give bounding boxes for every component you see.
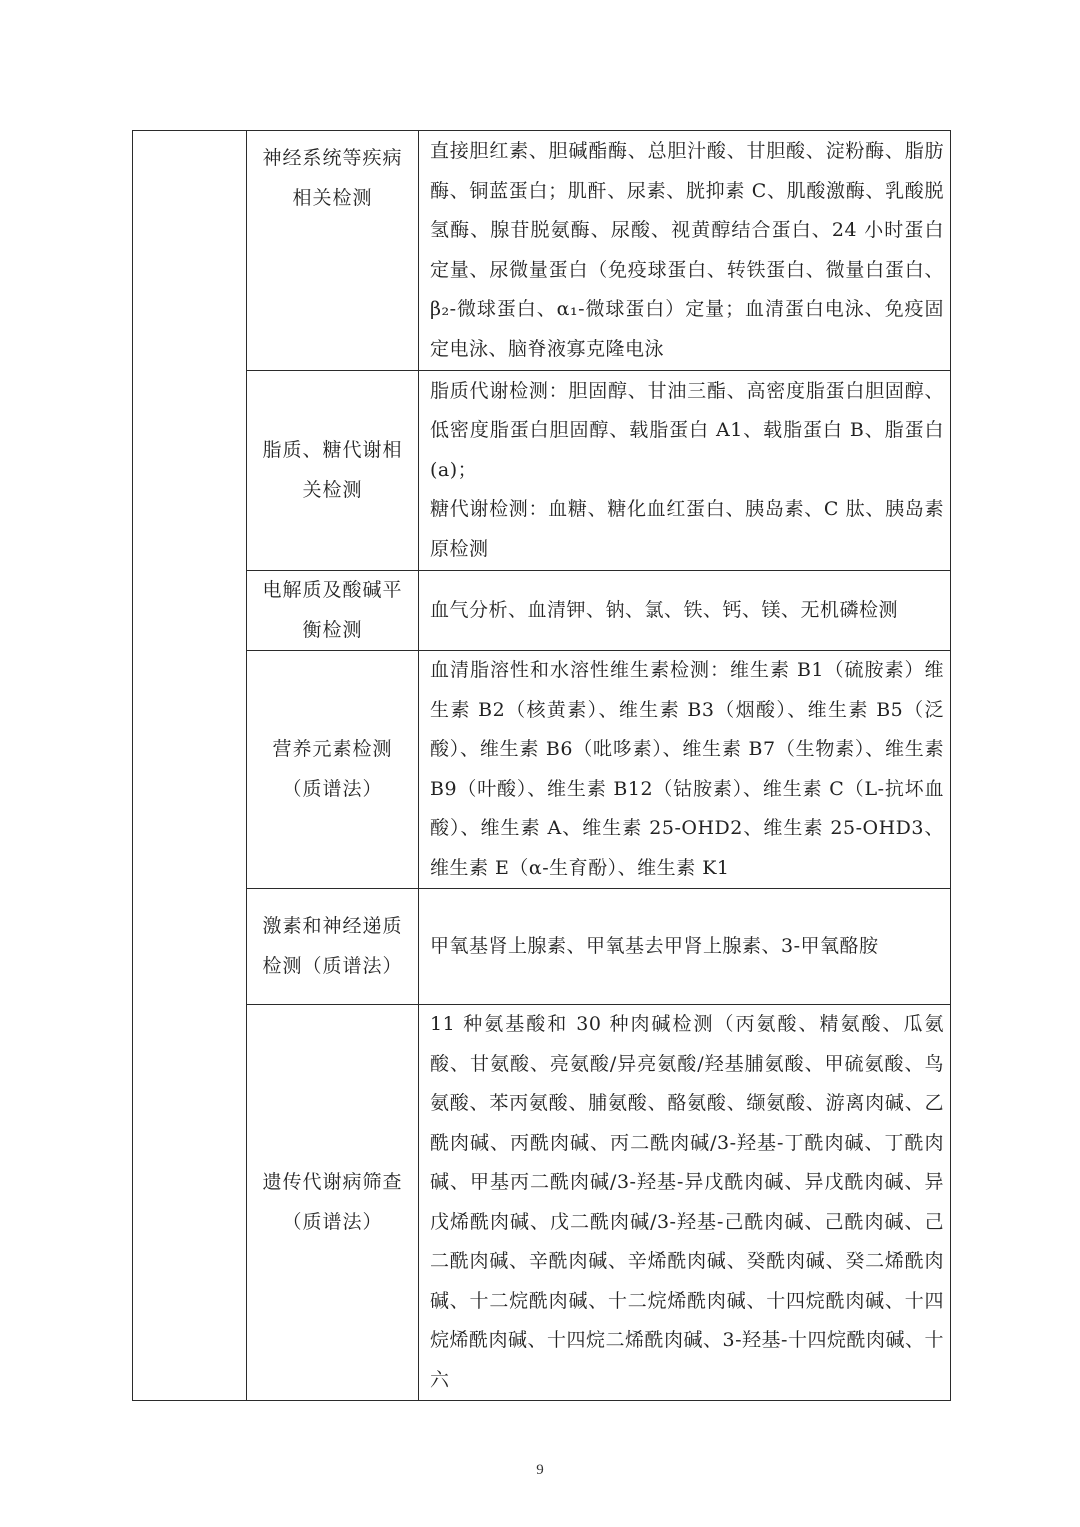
table-row <box>133 1005 951 1401</box>
items-cell: 脂质代谢检测：胆固醇、甘油三酯、高密度脂蛋白胆固醇、低密度脂蛋白胆固醇、载脂蛋白 A1、载脂蛋白 B、脂蛋白(a)； 糖代谢检测：血糖、糖化血红蛋白、胰岛素、C 肽、胰岛素原检测 <box>419 371 951 571</box>
category-cell: 激素和神经递质检测（质谱法） <box>247 889 419 1005</box>
items-cell: 血气分析、血清钾、钠、氯、铁、钙、镁、无机磷检测 <box>419 571 951 651</box>
test-items-table <box>132 130 951 1401</box>
category-cell: 脂质、糖代谢相关检测 <box>247 371 419 571</box>
category-cell: 遗传代谢病筛查 （质谱法） <box>247 1005 419 1401</box>
table-row <box>133 651 951 889</box>
items-cell: 甲氧基肾上腺素、甲氧基去甲肾上腺素、3-甲氧酪胺 <box>419 889 951 1005</box>
category-cell: 电解质及酸碱平衡检测 <box>247 571 419 651</box>
category-cell: 营养元素检测 （质谱法） <box>247 651 419 889</box>
table-row <box>133 371 951 571</box>
table-row <box>133 131 951 371</box>
merged-left-cell <box>133 131 247 1401</box>
items-cell: 直接胆红素、胆碱酯酶、总胆汁酸、甘胆酸、淀粉酶、脂肪酶、铜蓝蛋白；肌酐、尿素、胱抑素 C、肌酸激酶、乳酸脱氢酶、腺苷脱氨酶、尿酸、视黄醇结合蛋白、24 小时蛋白定量、尿微量蛋白（免疫球蛋白、转铁蛋白、微量白蛋白、β₂-微球蛋白、α₁-微球蛋白）定量；血清蛋白电泳、免疫固定电泳、脑脊液寡克隆电泳 <box>419 131 951 371</box>
table-row <box>133 571 951 651</box>
items-cell: 11 种氨基酸和 30 种肉碱检测（丙氨酸、精氨酸、瓜氨酸、甘氨酸、亮氨酸/异亮氨酸/羟基脯氨酸、甲硫氨酸、鸟氨酸、苯丙氨酸、脯氨酸、酪氨酸、缬氨酸、游离肉碱、乙酰肉碱、丙酰肉碱、丙二酰肉碱/3-羟基-丁酰肉碱、丁酰肉碱、甲基丙二酰肉碱/3-羟基-异戊酰肉碱、异戊酰肉碱、异戊烯酰肉碱、戊二酰肉碱/3-羟基-己酰肉碱、己酰肉碱、己二酰肉碱、辛酰肉碱、辛烯酰肉碱、癸酰肉碱、癸二烯酰肉碱、十二烷酰肉碱、十二烷烯酰肉碱、十四烷酰肉碱、十四烷烯酰肉碱、十四烷二烯酰肉碱、3-羟基-十四烷酰肉碱、十六 <box>419 1005 951 1401</box>
page-number: 9 <box>536 1462 544 1478</box>
table-row <box>133 889 951 1005</box>
items-cell: 血清脂溶性和水溶性维生素检测：维生素 B1（硫胺素）维生素 B2（核黄素）、维生素 B3（烟酸）、维生素 B5（泛酸）、维生素 B6（吡哆素）、维生素 B7（生物素）、维生素 B9（叶酸）、维生素 B12（钴胺素）、维生素 C（L-抗坏血酸）、维生素 A、维生素 25-OHD2、维生素 25-OHD3、维生素 E（α-生育酚）、维生素 K1 <box>419 651 951 889</box>
category-cell: 神经系统等疾病相关检测 <box>247 131 419 371</box>
